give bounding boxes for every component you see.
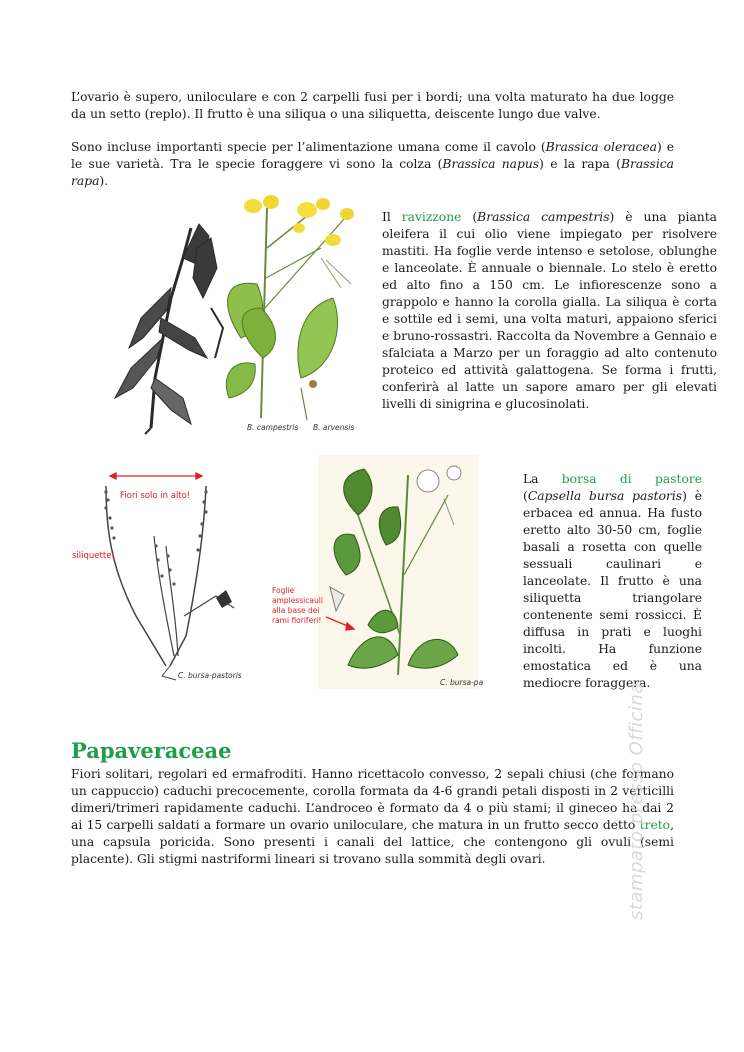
borsa-term: borsa di pastore <box>561 472 702 486</box>
ravizzone-term: ravizzone <box>401 210 462 224</box>
watermark: stampato presso Officina <box>626 682 647 920</box>
borsa-siliquette-dots <box>104 490 207 585</box>
intro-text-2e: ) e la rapa ( <box>539 157 621 171</box>
annotation-foglie-4: rami fioriferi! <box>272 616 322 625</box>
borsa-text-c: ) è erbacea ed annua. Ha fusto eretto alto 30-50 cm, foglie basali a rosetta con quelle sessuali caulinari e lanceolate. Il frutto è una siliquetta triangolare contenente semi rossicci. È diffusa in prati e luoghi incolti. Ha funzione emostatica ed è una mediocre foraggera. <box>523 489 703 690</box>
ravizzone-text-c: ) è una pianta oleifera il cui olio viene impiegato per risolvere mastiti. Ha foglie verde intenso e setolose, oblunghe e lanceolate. È annuale o biennale. Lo stelo è eretto ed alto fino a 150 cm. Le infiorescenze sono a grappolo e hanno la corolla gialla. La siliqua è corta e sottile ed i semi, una volta maturi, appaiono sferici e bruno-rossastri. Raccolta da Novembre a Gennaio e sfalciata a Marzo per un foraggio ad alto contenuto proteico ed attività galattogena. Se forma i frutti, conferirà al latte un sapore amaro per gli elevati livelli di sinigrina e glucosinolati. <box>382 210 717 411</box>
annotation-foglie-3: alla base dei <box>272 606 320 615</box>
ravizzone-text-b: ( <box>461 210 478 224</box>
caption-b-arvensis: B. arvensis <box>313 423 355 432</box>
intro-text-2a: Sono incluse importanti specie per l’alimentazione umana come il cavolo ( <box>71 140 546 154</box>
intro-paragraph-1 <box>71 89 674 123</box>
herbarium-specimen-image <box>115 224 223 434</box>
borsa-botanical-figure <box>268 455 484 689</box>
annotation-foglie-2: amplessicauli <box>272 596 323 605</box>
borsa-paragraph <box>523 471 702 692</box>
borsa-specimen-figure <box>66 466 296 686</box>
species-brassica-oleracea: Brassica oleracea <box>545 140 657 154</box>
species-brassica-napus: Brassica napus <box>442 157 540 171</box>
botanical-plate-image <box>226 195 354 420</box>
caption-b-campestris: B. campestris <box>247 423 299 432</box>
intro-text-2c: ) e le sue varietà. Tra le specie foraggere vi sono la colza ( <box>71 140 674 171</box>
papaveraceae-text-b: , una capsula poricida. Sono presenti i canali del lattice, che contengono gli ovuli (semi placente). Gli stigmi nastriformi lineari si trovano sulla sommità degli ovari. <box>71 818 674 866</box>
borsa-specimen-image <box>106 486 234 680</box>
treto-term: treto <box>639 818 671 832</box>
ravizzone-illustration <box>71 188 371 436</box>
section-title-papaveraceae: Papaveraceae <box>71 738 232 763</box>
ravizzone-latin-name: Brassica campestris <box>477 210 610 224</box>
fiori-arrow <box>110 473 202 479</box>
intro-text-2g: ). <box>99 174 109 188</box>
species-brassica-rapa: Brassica rapa <box>71 157 675 188</box>
ravizzone-text-a: Il <box>382 210 402 224</box>
ravizzone-paragraph <box>382 209 717 413</box>
borsa-text-a: La <box>523 472 562 486</box>
annotation-foglie-1: Foglie <box>272 586 295 595</box>
caption-c-bursa-pastoris: C. bursa-pastoris <box>178 671 242 680</box>
intro-text-1: L’ovario è supero, uniloculare e con 2 carpelli fusi per i bordi; una volta maturato ha due logge da un setto (replo). Il frutto è una siliqua o una siliquetta, deiscente lungo due valve. <box>71 90 674 121</box>
annotation-fiori: Fiori solo in alto! <box>120 491 191 501</box>
annotation-siliquette: siliquette! <box>72 551 115 561</box>
papaveraceae-text-a: Fiori solitari, regolari ed ermafroditi. Hanno ricettacolo convesso, 2 sepali chiusi (che formano un cappuccio) caduchi precocemente, corolla formata da 4-6 grandi petali disposti in 2 verticilli dimeri/trimeri rapidamente caduchi. L’androceo è formato da 4 o più stami; il gineceo ha dai 2 ai 15 carpelli saldati a formare un ovario uniloculare, che matura in un frutto secco detto <box>71 767 674 832</box>
caption-c-bursa-pa: C. bursa-pa <box>440 678 484 687</box>
intro-paragraph-2 <box>71 139 674 190</box>
papaveraceae-paragraph <box>71 766 674 868</box>
borsa-latin-name: Capsella bursa pastoris <box>527 489 683 503</box>
borsa-text-b: ( <box>523 489 528 503</box>
